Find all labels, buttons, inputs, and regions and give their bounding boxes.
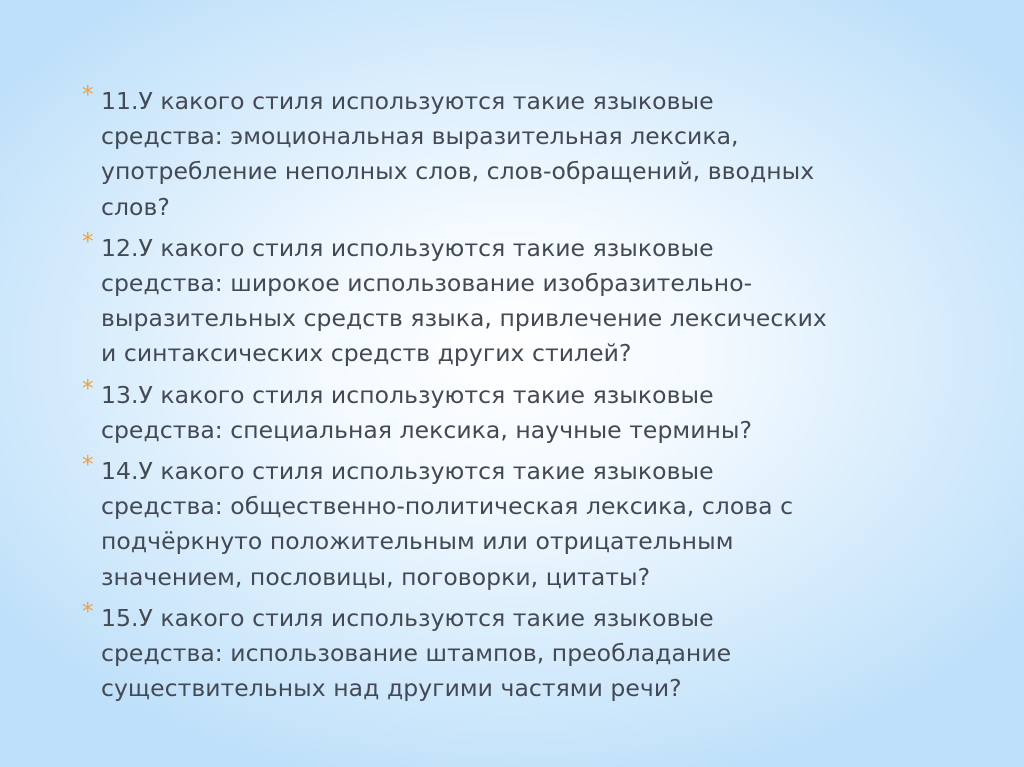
question-text <box>101 231 980 372</box>
text-line: средства: общественно-политическая лексика, слова с <box>101 492 794 521</box>
list-item-14 <box>80 454 980 595</box>
text-line: выразительных средств языка, привлечение лексических <box>101 304 827 333</box>
text-line: существительных над другими частями речи? <box>101 674 682 703</box>
bullet-asterisk: * <box>82 375 94 402</box>
question-list <box>80 84 980 712</box>
question-text <box>101 84 980 225</box>
text-line: значением, пословицы, поговорки, цитаты? <box>101 562 651 591</box>
text-line: и синтаксических средств других стилей? <box>101 339 632 368</box>
question-text <box>101 601 980 707</box>
text-line: 15.У какого стиля используются такие языковые <box>101 603 714 632</box>
bullet-asterisk: * <box>82 82 94 108</box>
text-line: употребление неполных слов, слов-обращений, вводных <box>101 157 815 186</box>
list-item-15 <box>80 598 980 707</box>
list-item-13 <box>80 375 980 448</box>
text-line: подчёркнуто положительным или отрицательным <box>101 527 734 556</box>
text-line: 13.У какого стиля используются такие языковые <box>101 380 714 409</box>
text-line: средства: специальная лексика, научные термины? <box>101 415 753 444</box>
text-line: средства: эмоциональная выразительная лексика, <box>101 122 739 151</box>
list-item-12 <box>80 228 980 372</box>
question-text <box>101 454 980 595</box>
bullet-asterisk: * <box>82 228 94 255</box>
text-line: 12.У какого стиля используются такие языковые <box>101 233 714 262</box>
text-line: средства: использование штампов, преобладание <box>101 639 732 668</box>
question-text <box>101 378 980 448</box>
text-line: 14.У какого стиля используются такие языковые <box>101 457 714 486</box>
text-line: средства: широкое использование изобразительно- <box>101 269 753 298</box>
text-line: слов? <box>101 192 170 221</box>
list-item-11 <box>80 84 980 225</box>
text-line: 11.У какого стиля используются такие языковые <box>101 87 714 115</box>
bullet-asterisk: * <box>82 452 94 479</box>
bullet-asterisk: * <box>82 598 94 625</box>
